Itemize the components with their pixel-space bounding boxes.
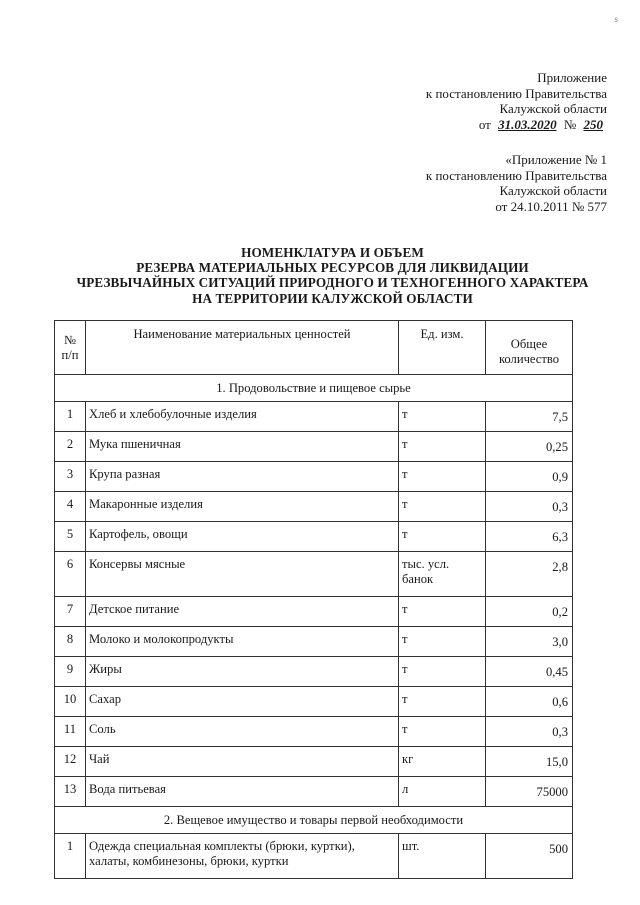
- row-qty: 0,45: [486, 657, 573, 687]
- row-num: 9: [55, 657, 86, 687]
- row-qty: 75000: [486, 777, 573, 807]
- row-unit: т: [399, 522, 486, 552]
- header-qty: [486, 321, 573, 375]
- row-unit: т: [399, 462, 486, 492]
- table-row: [55, 462, 573, 492]
- table-row: [55, 834, 573, 879]
- number-prefix: №: [563, 116, 577, 132]
- row-unit: т: [399, 627, 486, 657]
- row-num: 5: [55, 522, 86, 552]
- previous-appendix-header: [426, 152, 607, 214]
- prev-appendix-line: к постановлению Правительства: [425, 167, 607, 183]
- row-num: 3: [55, 462, 86, 492]
- title-line: НОМЕНКЛАТУРА И ОБЪЕМ: [241, 245, 424, 260]
- row-name: Детское питание: [86, 597, 399, 627]
- appendix-line: Приложение: [537, 70, 607, 85]
- table-row: [55, 432, 573, 462]
- row-name: Мука пшеничная: [86, 432, 399, 462]
- row-name: Консервы мясные: [86, 552, 399, 597]
- appendix-line: Калужской области: [499, 101, 607, 116]
- document-title: [40, 245, 625, 306]
- row-qty: 3,0: [486, 627, 573, 657]
- row-num: 12: [55, 747, 86, 777]
- row-num: 2: [55, 432, 86, 462]
- row-name: Жиры: [86, 657, 399, 687]
- row-name: Чай: [86, 747, 399, 777]
- row-name: Хлеб и хлебобулочные изделия: [86, 402, 399, 432]
- row-num: 7: [55, 597, 86, 627]
- row-qty: 0,9: [486, 462, 573, 492]
- row-unit: кг: [399, 747, 486, 777]
- row-qty: 15,0: [486, 747, 573, 777]
- row-name-line: Одежда специальная комплекты (брюки, куртки),: [89, 839, 355, 853]
- row-num: 1: [55, 402, 86, 432]
- title-line: ЧРЕЗВЫЧАЙНЫХ СИТУАЦИЙ ПРИРОДНОГО И ТЕХНОГЕННОГО ХАРАКТЕРА: [76, 275, 589, 291]
- row-num: 11: [55, 717, 86, 747]
- nomenclature-table: [54, 320, 573, 879]
- resolution-date: 31.03.2020: [498, 116, 557, 132]
- header-num-line: п/п: [61, 347, 79, 362]
- row-name: Вода питьевая: [86, 777, 399, 807]
- header-qty-line: Общее: [510, 336, 548, 351]
- appendix-header: [426, 70, 607, 132]
- header-num-line: №: [63, 332, 77, 347]
- row-num: 13: [55, 777, 86, 807]
- row-qty: 2,8: [486, 552, 573, 597]
- prev-appendix-line: «Приложение № 1: [505, 152, 607, 167]
- table-row: [55, 687, 573, 717]
- row-unit: т: [399, 597, 486, 627]
- header-num: [55, 321, 86, 375]
- section-row: [55, 375, 573, 402]
- row-unit-line: банок: [402, 572, 434, 586]
- row-qty: 0,6: [486, 687, 573, 717]
- row-name: [86, 834, 399, 879]
- row-unit: т: [399, 687, 486, 717]
- row-qty: 0,25: [486, 432, 573, 462]
- row-qty: 6,3: [486, 522, 573, 552]
- row-name: Макаронные изделия: [86, 492, 399, 522]
- row-unit: шт.: [399, 834, 486, 879]
- row-num: 4: [55, 492, 86, 522]
- table-row: [55, 597, 573, 627]
- table-row: [55, 717, 573, 747]
- table-row: [55, 747, 573, 777]
- row-name: Молоко и молокопродукты: [86, 627, 399, 657]
- row-unit: т: [399, 432, 486, 462]
- table-row: [55, 657, 573, 687]
- table-row: [55, 777, 573, 807]
- table-row: [55, 402, 573, 432]
- row-name: Картофель, овощи: [86, 522, 399, 552]
- row-name: Крупа разная: [86, 462, 399, 492]
- resolution-number: 250: [583, 116, 603, 132]
- row-unit: л: [399, 777, 486, 807]
- row-num: 8: [55, 627, 86, 657]
- table-header-row: [55, 321, 573, 375]
- row-name: Сахар: [86, 687, 399, 717]
- row-qty: 7,5: [486, 402, 573, 432]
- row-unit: т: [399, 657, 486, 687]
- header-name: Наименование материальных ценностей: [86, 321, 399, 375]
- header-unit: Ед. изм.: [399, 321, 486, 375]
- row-num: 6: [55, 552, 86, 597]
- table-row: [55, 492, 573, 522]
- appendix-line: к постановлению Правительства: [425, 85, 607, 101]
- table-row: [55, 522, 573, 552]
- row-unit: т: [399, 402, 486, 432]
- section-row: [55, 807, 573, 834]
- row-unit-line: тыс. усл.: [402, 557, 450, 571]
- date-prefix: от: [478, 116, 491, 132]
- section-title: 2. Вещевое имущество и товары первой необходимости: [55, 807, 573, 834]
- row-name-line: халаты, комбинезоны, брюки, куртки: [89, 854, 289, 868]
- section-title: 1. Продовольствие и пищевое сырье: [55, 375, 573, 402]
- row-qty: 0,3: [486, 492, 573, 522]
- row-unit: [399, 552, 486, 597]
- prev-appendix-line: от 24.10.2011 № 577: [495, 198, 607, 214]
- row-name: Соль: [86, 717, 399, 747]
- header-qty-line: количество: [498, 351, 560, 366]
- prev-appendix-line: Калужской области: [499, 183, 607, 198]
- row-unit: т: [399, 717, 486, 747]
- appendix-date-line: [426, 117, 607, 133]
- corner-mark: s: [614, 14, 618, 24]
- row-num: 1: [55, 834, 86, 879]
- title-line: РЕЗЕРВА МАТЕРИАЛЬНЫХ РЕСУРСОВ ДЛЯ ЛИКВИДАЦИИ: [136, 260, 529, 276]
- row-qty: 500: [486, 834, 573, 879]
- row-qty: 0,2: [486, 597, 573, 627]
- row-num: 10: [55, 687, 86, 717]
- table-row: [55, 552, 573, 597]
- title-line: НА ТЕРРИТОРИИ КАЛУЖСКОЙ ОБЛАСТИ: [192, 290, 473, 306]
- table-row: [55, 627, 573, 657]
- row-unit: т: [399, 492, 486, 522]
- row-qty: 0,3: [486, 717, 573, 747]
